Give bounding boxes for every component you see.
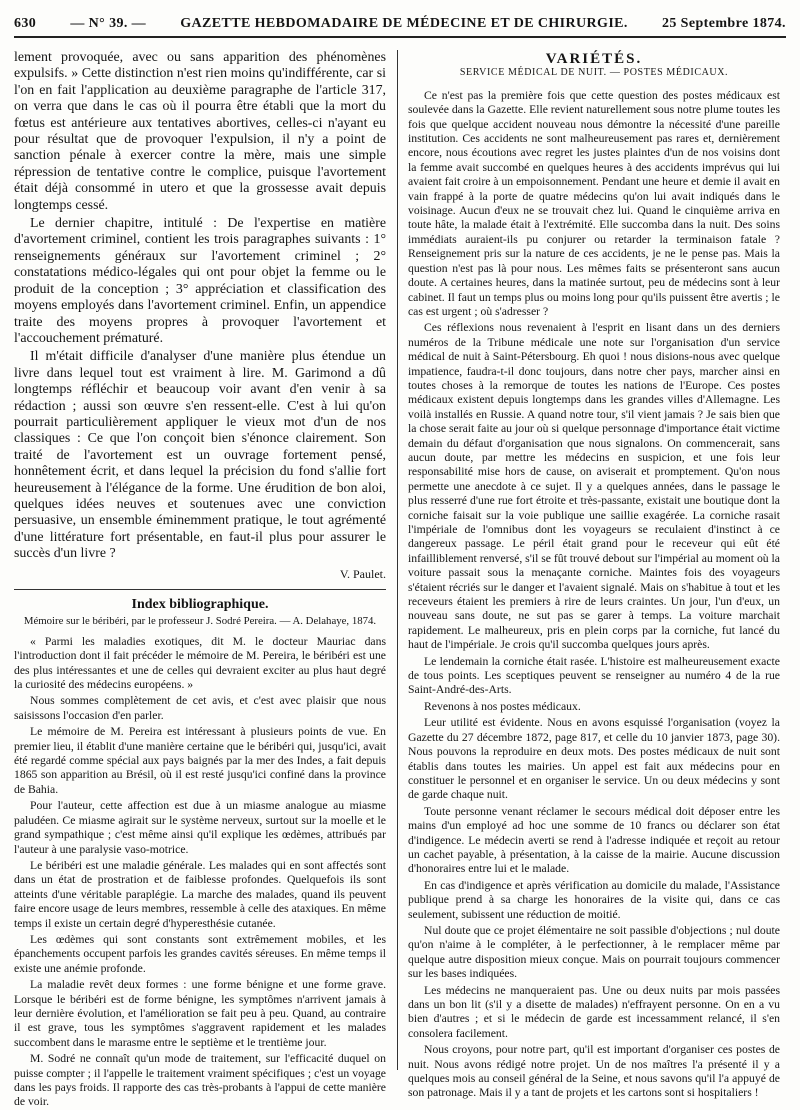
right-column <box>408 50 780 1100</box>
column-divider <box>397 50 398 1070</box>
book-review-text <box>14 50 386 563</box>
paragraph: Ces réflexions nous revenaient à l'esprit en lisant dans un des derniers numéros de la Tribune médicale une note sur l'organisation d'un service médical de nuit à Saint-Pétersbourg. Eh quoi ! nous disions-nous avec quelque impatience, faudra-t-il donc toujours, dans notre cher pays, marcher ainsi en toutes choses à la remorque de toutes les nations de l'Europe. Ces postes médicaux existent depuis longtemps dans les grandes villes d'Allemagne. Les voilà installés en Russie. A quand notre tour, s'il vient jamais ? Je sais bien que la chose serait faite au jour où si quelque personnage d'importance était victime demain du défaut d'organisation que nous signalons. On commencerait, sans aucun doute, par mettre les médecins en suspicion, et une fois leur responsabilité mise hors de cause, on aviserait et promptement. Qu'on nous permette une anecdote à ce sujet. Il y a quelques années, dans le passage le plus resserré d'une rue fort étroite et très-passante, existait une boutique dont la corniche faisait sur la voie publique une saillie exagérée. La corniche rasait l'impériale de l'omnibus dont les voyageurs se reculaient d'instinct à ce dangereux passage. Le péril était grand pour le receveur qui eût été infailliblement renversé, s'il se fût trouvé debout sur l'impérial au moment où la voiture passait sous la menaçante corniche. Maintes fois des voyageurs s'étaient récriés sur le danger et l'avaient signalé. Mais on s'habitue à tout et les receveurs étaient les premiers à rire de leurs craintes. Un jour, l'un d'eux, un nouveau sans doute, ne sut pas se garer à temps. La voiture marchait rapidement. Le malheureux, pris en plein corps par la corniche, fut lancé du haut de l'impériale. Je crois qu'il succomba quelques jours après. <box>408 321 780 652</box>
index-text <box>14 635 386 1110</box>
review-signature: V. Paulet. <box>339 566 386 581</box>
issue-number: — N° 39. — <box>70 16 147 31</box>
left-column <box>14 50 386 1109</box>
paragraph: Nul doute que ce projet élémentaire ne soit passible d'objections ; nul doute qu'on n'aime à le compléter, à le perfectionner, à le remplacer même par quelque autre disposition mieux conçue. Mais on pourrait toujours commencer sur les bases indiquées. <box>408 923 780 981</box>
paragraph: Le lendemain la corniche était rasée. L'histoire est malheureusement exacte de tous points. Les sceptiques peuvent se renseigner au numéro 4 de la rue Saint-André-des-Arts. <box>408 654 780 697</box>
paragraph: Les médecins ne manqueraient pas. Une ou deux nuits par mois passées dans un bon lit (s'il y a disette de malades) n'effrayent personne. On en a vu bien d'autres ; et si le médecin de garde est incessamment relancé, il s'en consolera facilement. <box>408 983 780 1040</box>
section-separator <box>14 589 386 590</box>
paragraph: Le béribéri est une maladie générale. Les malades qui en sont affectés sont dans un état de prostration et de faiblesse profondes. Quelquefois ils sont atteints d'une véritable paraplégie. La marche des malades, quand ils peuvent faire encore usage de leurs membres, ressemble à celle des ataxiques. En même temps il existe un certain degré d'hyperesthésie cutanée. <box>14 858 386 930</box>
paragraph: Le dernier chapitre, intitulé : De l'expertise en matière d'avortement criminel, contient les trois paragraphes suivants : 1° renseignements généraux sur l'avortement criminel ; 2° constatations médico-légales qui ont pour objet la femme ou le produit de la conception ; 3° appréciation et classification des moyens employés dans l'avortement criminel. Enfin, un appendice traite des moyens propres à provoquer l'avortement et l'accouchement prématuré. <box>14 216 386 346</box>
page-header <box>14 12 786 38</box>
paragraph: M. Sodré ne connaît qu'un mode de traitement, sur l'efficacité duquel on puisse compter ; il l'appelle le traitement vraiment spécifiques ; c'est un voyage dans les pays froids. Il rapporte des cas très-probants à l'appui de cette manière de voir. <box>14 1052 386 1109</box>
paragraph: Toute personne venant réclamer le secours médical doit déposer entre les mains d'un employé ad hoc une somme de 10 francs ou déclarer son état d'indigence. Le médecin averti se rend à l'adresse indiquée et reçoit au retour un cachet payable, à présentation, à la caisse de la mairie. Aucune discussion d'honoraires entre lui et le malade. <box>408 804 780 876</box>
paragraph: Ce n'est pas la première fois que cette question des postes médicaux est soulevée dans la Gazette. Elle revient naturellement sous notre plume toutes les fois que quelque accident nouveau nous démontre la nécessité d'une pareille institution. Ces accidents ne sont malheureusement pas rares et, dernièrement encore, nous écoutions avec regret les justes plaintes d'un de nos voisins dont la femme avait succombé en quelques heures à des accidents imprévus qui lui avaient fait croire à un empoisonnement. Pendant une heure et demie il avait en vain frappé à la porte de quatre médecins qu'on lui avait indiqués dans le voisinage. Aucun d'eux ne se trouvait chez lui. Quand le cinquième arriva en toute hâte, la malade était à l'extrémité. Elle succomba dans la nuit. Des soins immédiats auraient-ils pu conjurer ou retarder la terminaison fatale ? Renseignement pris sur la nature de ces accidents, je ne le pense pas. Mais la question n'est pas là pour nous. Les mêmes faits se présenteront sans aucun doute. A certaines heures, dans la matinée surtout, peu de médecins sont à leur cabinet. Il faut un temps plus ou moins long pour qu'ils puissent être avertis ; le cas est urgent ; où s'adresser ? <box>408 88 780 318</box>
paragraph: Leur utilité est évidente. Nous en avons esquissé l'organisation (voyez la Gazette du 27 décembre 1872, page 817, et celle du 10 janvier 1873, page 30). Nous pouvons la reproduire en deux mots. Des postes médicaux de nuit sont établis dans toutes les mairies. Un appel est fait aux médecins pour en constituer le personnel et en organiser le service. Un ou deux médecins y sont de garde chaque nuit. <box>408 716 780 802</box>
paragraph: Il m'était difficile d'analyser d'une manière plus étendue un livre dans lequel tout est vraiment à lire. M. Garimond a dû longtemps réfléchir et beaucoup voir avant d'en venir à sa rédaction ; aussi son œuvre s'en ressent-elle. C'est à lui qu'on pourrait particulièrement appliquer le vieux mot d'un de nos classiques : Ce que l'on conçoit bien s'énonce clairement. Son traité de l'avortement est un ouvrage fortement pensé, honnêtement écrit, et dans lequel la précision du fond s'allie fort heureusement à l'élégance de la forme. Une érudition de bon aloi, quelques idées neuves et soutenues avec une conviction persuasive, un ensemble éminemment pratique, le tout agrémenté d'une littérature fort présentable, en faut-il plus pour assurer le succès d'un livre ? <box>14 349 386 562</box>
paragraph: Le mémoire de M. Pereira est intéressant à plusieurs points de vue. En premier lieu, il établit d'une manière certaine que le béribéri qui, jusqu'ici, avait été regardé comme spécial aux pays baignés par la mer des Indes, a fait depuis 1865 son apparition au Brésil, où il est resté jusqu'ici confiné dans la province de Bahia. <box>14 725 386 796</box>
page-number: 630 <box>14 16 37 31</box>
book-reference: Mémoire sur le béribéri, par le professeur J. Sodré Pereira. — A. Delahaye, 1874. <box>23 615 377 628</box>
issue-date: 25 Septembre 1874. <box>661 16 786 31</box>
index-title: Index bibliographique. <box>131 597 269 612</box>
paragraph: En cas d'indigence et après vérification au domicile du malade, l'Assistance publique prend à sa charge les honoraires de la visite qui, dans ce cas seulement, subissent une réduction de moitié. <box>408 878 780 921</box>
paragraph: Pour l'auteur, cette affection est due à un miasme analogue au miasme paludéen. Ce miasme agirait sur le système nerveux, surtout sur la moelle et le grand sympathique ; c'est même ainsi qu'il explique les œdèmes, attribués par l'auteur à une paralysie vaso-motrice. <box>14 799 386 856</box>
paragraph: « Parmi les maladies exotiques, dit M. le docteur Mauriac dans l'introduction dont il fait précéder le mémoire de M. Pereira, le béribéri est une des plus intéressantes et une de celles qui devraient exciter au plus haut degré la curiosité des médecins européens. » <box>14 634 386 692</box>
paragraph: lement provoquée, avec ou sans apparition des phénomènes expulsifs. » Cette distinction n'est rien moins qu'indifférente, car si l'on en fait l'application au deuxième paragraphe de l'article 317, on verra que dans le cas où il pourra être établi que la mort du fœtus est antérieure aux tentatives abortives, celles-ci n'ayant eu pour résultat que de provoquer l'expulsion, il n'y a point de sanction pénale à exercer contre la mère, mais une simple répression de tentative contre le complice, puisque l'avortement était déjà consommé in utero et que la grossesse avait depuis longtemps cessé. <box>14 50 386 213</box>
journal-title: GAZETTE HEBDOMADAIRE DE MÉDECINE ET DE CHIRURGIE. <box>180 16 628 31</box>
paragraph: Revenons à nos postes médicaux. <box>424 699 581 713</box>
section-title: VARIÉTÉS. <box>545 51 643 67</box>
paragraph: Les œdèmes qui sont constants sont extrêmement mobiles, et les épanchements occupent parfois les grandes cavités séreuses. En même temps il existe une anémie profonde. <box>14 932 386 975</box>
paragraph: La maladie revêt deux formes : une forme bénigne et une forme grave. Lorsque le béribéri est de forme bénigne, les symptômes n'arrivent jamais à leur dernière évolution, et l'amélioration se fait peu à peu. Quand, au contraire il est grave, tous les symptômes s'aggravent rapidement et les malades succombent dans le marasme entre le septième et le trentième jour. <box>14 978 386 1049</box>
paragraph: Nous croyons, pour notre part, qu'il est important d'organiser ces postes de nuit. Nous avons rédigé notre projet. Un de nos maîtres l'a présenté il y a quelques mois au conseil général de la Seine, et nous savons qu'il l'a appuyé de son patronage. Mais il y a tant de projets et les cartons sont si hospitaliers ! <box>408 1043 780 1100</box>
paragraph: Nous sommes complètement de cet avis, et c'est avec plaisir que nous saisissons l'occasion d'en parler. <box>14 694 386 722</box>
section-subtitle: SERVICE MÉDICAL DE NUIT. — POSTES MÉDICAUX. <box>459 67 729 79</box>
